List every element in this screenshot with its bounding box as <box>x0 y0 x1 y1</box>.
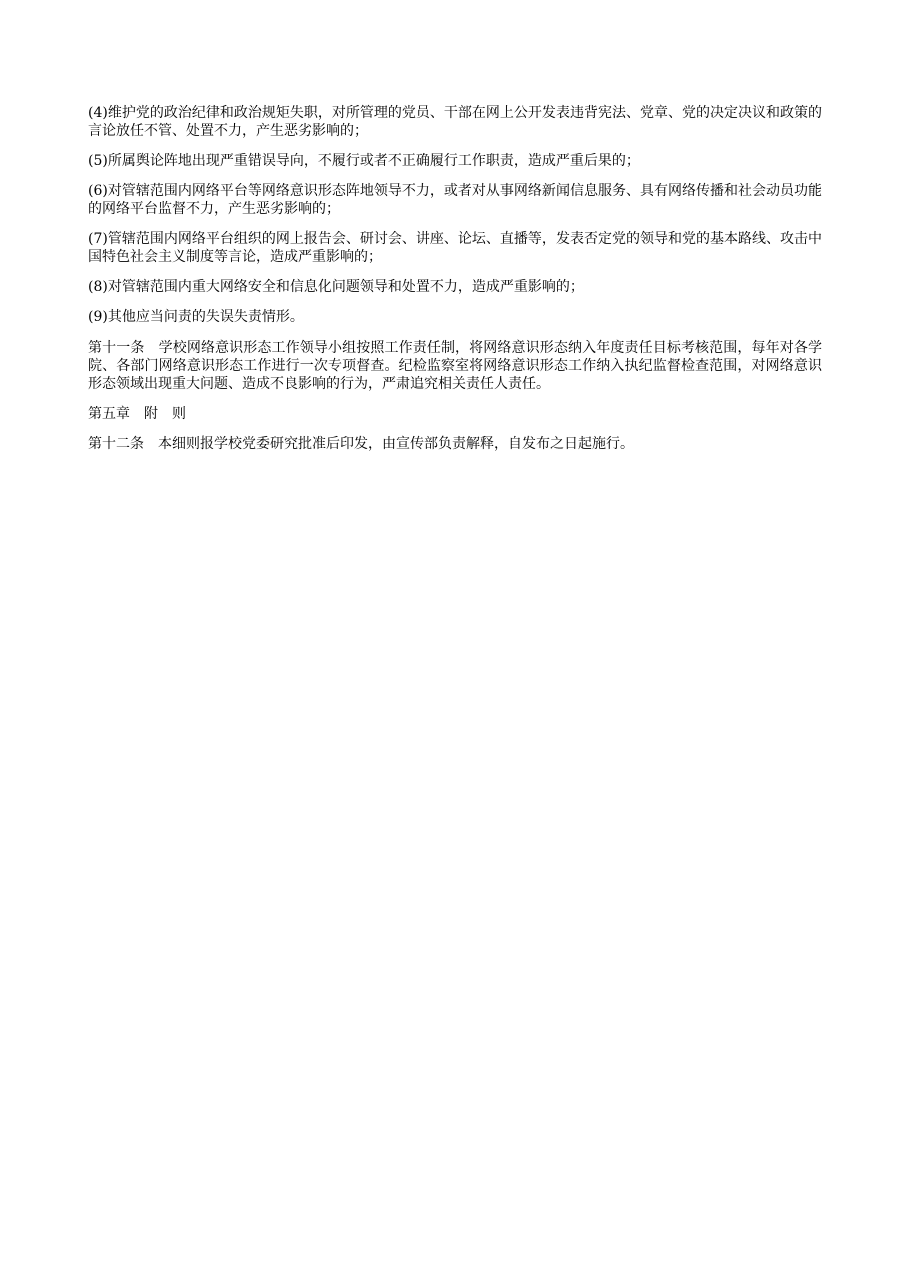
chapter-5-heading: 第五章 附 则 <box>88 406 186 422</box>
article-11: 第十一条 学校网络意识形态工作领导小组按照工作责任制，将网络意识形态纳入年度责任目标考核范围，每年对各学院、各部门网络意识形态工作进行一次专项督查。纪检监察室将网络意识形态工作纳入执纪监督检查范围，对网络意识形态领域出现重大问题、造成不良影响的行为，严肃追究相关责任人责任。 <box>88 340 822 392</box>
clause-6: (6)对管辖范围内网络平台等网络意识形态阵地领导不力，或者对从事网络新闻信息服务、具有网络传播和社会动员功能的网络平台监督不力，产生恶劣影响的； <box>88 183 822 217</box>
article-12: 第十二条 本细则报学校党委研究批准后印发，由宣传部负责解释，自发布之日起施行。 <box>88 436 634 452</box>
clause-8: (8)对管辖范围内重大网络安全和信息化问题领导和处置不力，造成严重影响的； <box>88 279 584 295</box>
clause-9: (9)其他应当问责的失误失责情形。 <box>88 309 304 325</box>
document-body <box>88 104 822 465</box>
clause-7: (7)管辖范围内网络平台组织的网上报告会、研讨会、讲座、论坛、直播等，发表否定党的领导和党的基本路线、攻击中国特色社会主义制度等言论，造成严重影响的； <box>88 231 822 265</box>
clause-4: (4)维护党的政治纪律和政治规矩失职，对所管理的党员、干部在网上公开发表违背宪法、党章、党的决定决议和政策的言论放任不管、处置不力，产生恶劣影响的； <box>88 105 822 139</box>
clause-5: (5)所属舆论阵地出现严重错误导向，不履行或者不正确履行工作职责，造成严重后果的； <box>88 153 640 169</box>
